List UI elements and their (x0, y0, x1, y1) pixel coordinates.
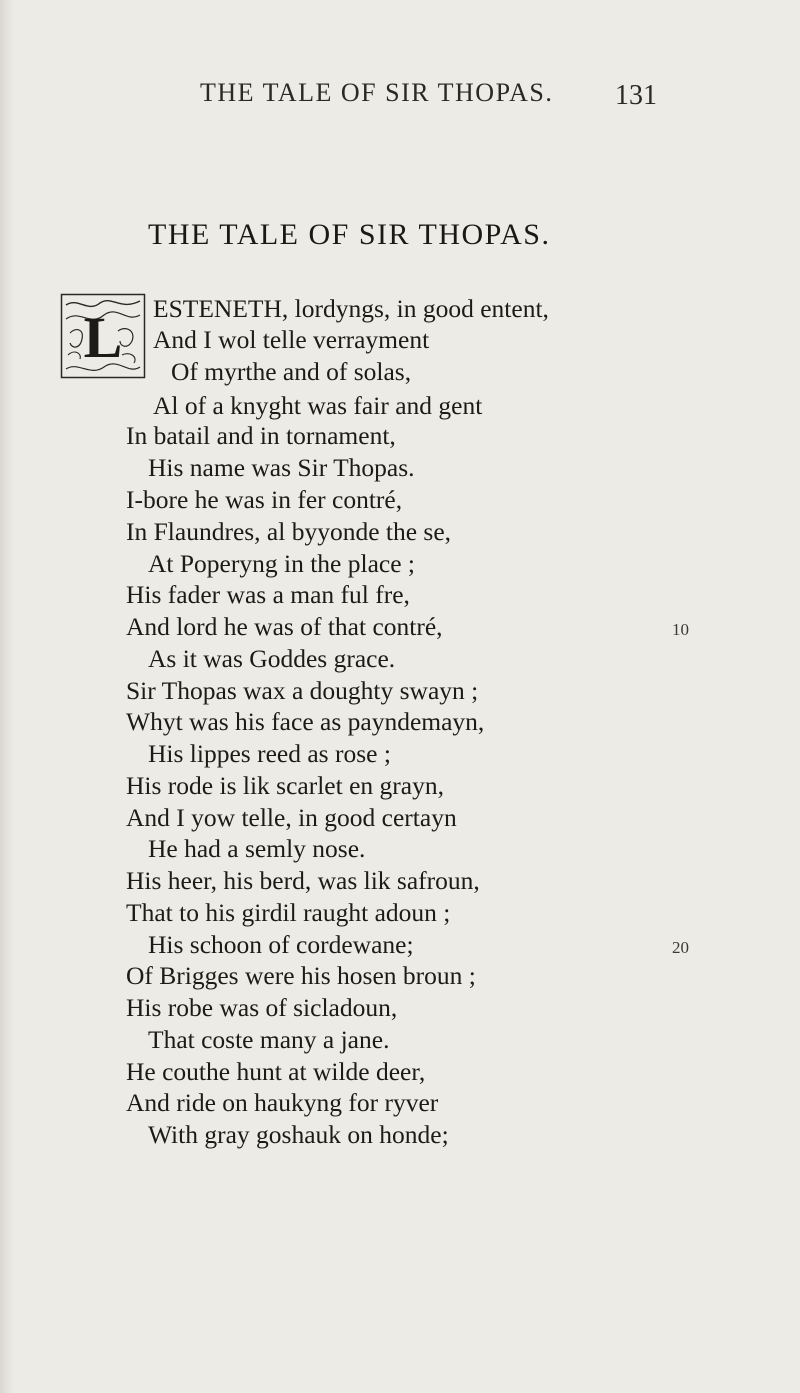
verse-line: I-bore he was in fer contré, (126, 485, 403, 514)
verse-line: With gray goshauk on honde; (148, 1120, 449, 1149)
verse-line: He couthe hunt at wilde deer, (126, 1057, 426, 1086)
svg-text:L: L (83, 305, 123, 370)
verse-line: At Poperyng in the place ; (148, 549, 415, 578)
verse-line: And I yow telle, in good certayn (126, 803, 457, 832)
page-number: 131 (615, 80, 657, 111)
verse-line: Sir Thopas wax a doughty swayn ; (126, 676, 479, 705)
verse-line: His name was Sir Thopas. (148, 453, 415, 482)
verse-line: His lippes reed as rose ; (148, 739, 391, 768)
verse-line: His heer, his berd, was lik safroun, (126, 866, 480, 895)
verse-line: His rode is lik scarlet en grayn, (126, 771, 444, 800)
line-number: 20 (672, 938, 689, 957)
verse-line: As it was Goddes grace. (148, 644, 396, 673)
verse-line: His robe was of sicladoun, (126, 993, 398, 1022)
ornamental-drop-cap-icon (60, 293, 146, 379)
verse-line: Al of a knyght was fair and gent (153, 391, 483, 420)
line-number: 10 (672, 620, 689, 639)
verse-line: ESTENETH, lordyngs, in good entent, (153, 294, 549, 323)
verse-line: And lord he was of that contré, (126, 612, 443, 641)
running-head: THE TALE OF SIR THOPAS. (200, 78, 554, 107)
page-title: THE TALE OF SIR THOPAS. (148, 218, 551, 251)
verse-line: He had a semly nose. (148, 834, 366, 863)
verse-line: Of myrthe and of solas, (171, 357, 412, 386)
page-edge (0, 0, 14, 1393)
verse-line: And ride on haukyng for ryver (126, 1088, 439, 1117)
verse-line: Whyt was his face as payndemayn, (126, 707, 485, 736)
verse-line: In batail and in tornament, (126, 421, 396, 450)
verse-line: Of Brigges were his hosen broun ; (126, 961, 476, 990)
verse-line: That to his girdil raught adoun ; (126, 898, 451, 927)
verse-line: That coste many a jane. (148, 1025, 390, 1054)
verse-line: And I wol telle verrayment (153, 325, 430, 354)
verse-line: His fader was a man ful fre, (126, 580, 410, 609)
verse-line: His schoon of cordewane; (148, 930, 414, 959)
verse-line: In Flaundres, al byyonde the se, (126, 517, 452, 546)
